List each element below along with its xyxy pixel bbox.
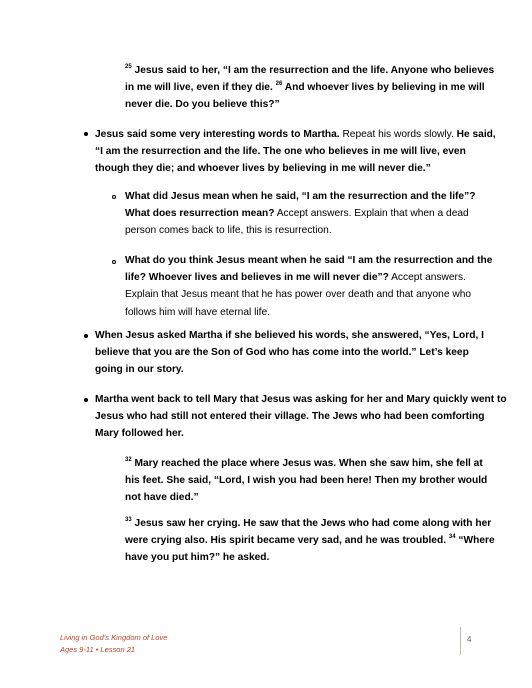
bullet-paragraph-answer [95,327,495,379]
quote-text: “Where have you put him?” he asked. [125,535,495,564]
bullet-marker [84,132,88,136]
verse-number: 33 [125,517,132,523]
answer-guidance: Accept answers. Explain that Jesus meant that he has power over death and that anyone who follows him will have eternal life. [125,272,472,318]
question-text: What did Jesus mean when he said, “I am the resurrection and the life”? What does resurrection mean? [125,191,476,220]
verse-number: 25 [125,64,132,70]
question-text: What do you think Jesus meant when he said “I am the resurrection and the life? Whoever lives and believes in me will never die”? [125,255,493,284]
quote-text: Jesus said to her, “I am the resurrection and the life. Anyone who believes in me will live, even if they die. [125,65,495,94]
question-meaning [125,252,495,321]
bullet-paragraph-mary [95,391,507,443]
bold-text: He said, “I am the resurrection and the life. The one who believes in me will live, even though they die; and whoever lives by believing in me will never die.” [95,129,496,175]
footer-subtitle: Ages 9-11 • Lesson 21 [60,645,136,654]
footer-divider [460,627,461,655]
verse-number: 26 [275,81,283,88]
question-resurrection [125,188,490,240]
sub-bullet-marker [112,260,116,264]
answer-guidance: Accept answers. Explain that when a dead person comes back to life, this is resurrection. [125,208,469,237]
bold-text: Martha went back to tell Mary that Jesus was asking for her and Mary quickly went to Jesus who had still not entered their village. The Jews who had been comforting Mary followed her. [95,394,507,440]
bullet-paragraph-martha [95,126,503,178]
verse-number: 34 [448,534,456,541]
instruction-text: Repeat his words slowly. [342,129,454,140]
scripture-quote-33 [125,515,503,567]
sub-bullet-marker [112,195,116,199]
quote-text: Mary reached the place where Jesus was. When she saw him, she fell at his feet. She said, “Lord, I wish you had been here! Then my brother would not have died.” [125,458,488,504]
verse-number: 32 [125,457,132,463]
bold-text: When Jesus asked Martha if she believed his words, she answered, “Yes, Lord, I believe that you are the Son of God who has come into the world.” Let’s keep going in our story. [95,330,484,376]
scripture-quote-32 [125,455,500,507]
footer-title: Living in God’s Kingdom of Love [60,633,168,642]
bullet-marker [84,334,88,338]
quote-text: Jesus saw her crying. He saw that the Jews who had come along with her were crying also. His spirit became very sad, and he was troubled. [125,518,492,547]
quote-text: And whoever lives by believing in me will never die. Do you believe this?” [125,82,485,111]
bullet-marker [84,398,88,402]
page-number: 4 [467,635,472,644]
bold-text: Jesus said some very interesting words to Martha. [95,129,340,140]
footer-course-info [60,632,167,656]
scripture-quote-25 [125,62,500,114]
